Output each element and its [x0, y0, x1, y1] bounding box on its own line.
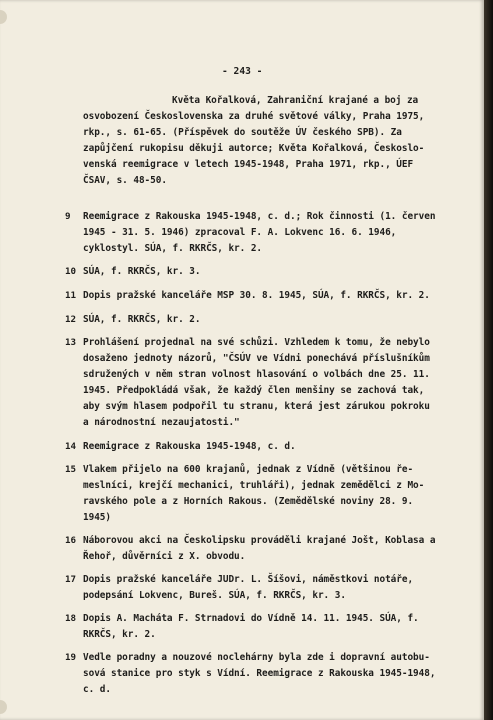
footnote-line: podepsání Lokvenc, Bureš. SÚA, f. RKRČS, kr. 3. — [83, 590, 346, 601]
footnote-line: Vlakem přijelo na 600 krajanů, jednak z Vídně (většinou ře- — [83, 464, 414, 475]
footnote-line: venská reemigrace v letech 1945-1948, Praha 1971, rkp., ÚEF — [83, 159, 414, 170]
page-number: - 243 - — [222, 66, 263, 77]
footnote-line: dosaženo jednoty názorů, "ČSÚV ve Vídni ponechává příslušníkům — [83, 353, 430, 364]
footnote-line: cyklostyl. SÚA, f. RKRČS, kr. 2. — [83, 243, 263, 254]
footnote-line: 1945) — [83, 512, 111, 523]
footnote-line: sová stanice pro styk s Vídní. Reemigrace z Rakouska 1945-1948, — [83, 668, 436, 679]
footnote-line: ČSAV, s. 48-50. — [83, 175, 167, 186]
footnote-line: Prohlášení projednal na své schůzi. Vzhledem k tomu, že nebylo — [83, 337, 430, 348]
footnote-line: osvobození Československa za druhé světové války, Praha 1975, — [83, 111, 425, 122]
footnote-line: aby svým hlasem podpořil tu stranu, která jest zárukou pokroku — [83, 401, 430, 412]
footnote-line: Dopis pražské kanceláře JUDr. L. Šíšovi, náměstkovi notáře, — [83, 574, 414, 585]
footnote-line: c. d. — [83, 684, 111, 695]
footnote-line: 1945. Předpokládá však, že každý člen menšiny se zachová tak, — [83, 385, 425, 396]
footnote-line: Náborovou akci na Českolipsku prováděli krajané Jošt, Koblasa a — [83, 535, 436, 546]
footnote-line: Dopis A. Macháta F. Strnadovi do Vídně 14. 11. 1945. SÚA, f. — [83, 613, 419, 624]
book-edge — [484, 0, 493, 720]
punch-hole — [0, 700, 7, 714]
footnote-line: Reemigrace z Rakouska 1945-1948, c. d.; Rok činnosti (1. červen — [83, 211, 436, 222]
footnote-line: 1945 - 31. 5. 1946) zpracoval F. A. Lokvenc 16. 6. 1946, — [83, 227, 397, 238]
footnote-number: 10 — [65, 266, 77, 277]
footnote-number: 9 — [65, 211, 71, 222]
footnote-number: 17 — [65, 574, 77, 585]
footnote-number: 11 — [65, 290, 77, 301]
footnote-line: Dopis pražské kanceláře MSP 30. 8. 1945, SÚA, f. RKRČS, kr. 2. — [83, 290, 430, 301]
footnote-line: zapůjčení rukopisu děkuji autorce; Květa Kořalková, Českoslo- — [83, 143, 425, 154]
footnote-line: SÚA, f. RKRČS, kr. 3. — [83, 266, 201, 277]
footnote-number: 15 — [65, 464, 77, 475]
footnote-line: RKRČS, kr. 2. — [83, 629, 156, 640]
footnote-line: Květa Kořalková, Zahraniční krajané a boj za — [172, 95, 419, 106]
footnote-line: Reemigrace z Rakouska 1945-1948, c. d. — [83, 441, 296, 452]
footnote-number: 14 — [65, 441, 77, 452]
footnote-number: 16 — [65, 535, 77, 546]
footnote-line: Řehoř, důvěrníci z X. obvodu. — [83, 551, 246, 562]
footnote-line: SÚA, f. RKRČS, kr. 2. — [83, 314, 201, 325]
footnote-line: sdružených v něm stran volnost hlasování o volbách dne 25. 11. — [83, 369, 430, 380]
footnote-number: 12 — [65, 314, 77, 325]
footnote-line: rkp., s. 61-65. (Příspěvek do soutěže ÚV českého SPB). Za — [83, 127, 402, 138]
footnote-line: a národnostní nezaujatosti." — [83, 417, 240, 428]
footnote-line: Vedle poradny a nouzové noclehárny byla zde i dopravní autobu- — [83, 652, 430, 663]
footnote-line: meslníci, krejčí mechanici, truhláři), jednak zemědělci z Mo- — [83, 480, 425, 491]
footnote-number: 13 — [65, 337, 77, 348]
footnote-number: 19 — [65, 652, 77, 663]
footnote-line: ravského pole a z Horních Rakous. (Zemědělské noviny 28. 9. — [83, 496, 414, 507]
punch-hole — [0, 10, 7, 24]
footnote-number: 18 — [65, 613, 77, 624]
